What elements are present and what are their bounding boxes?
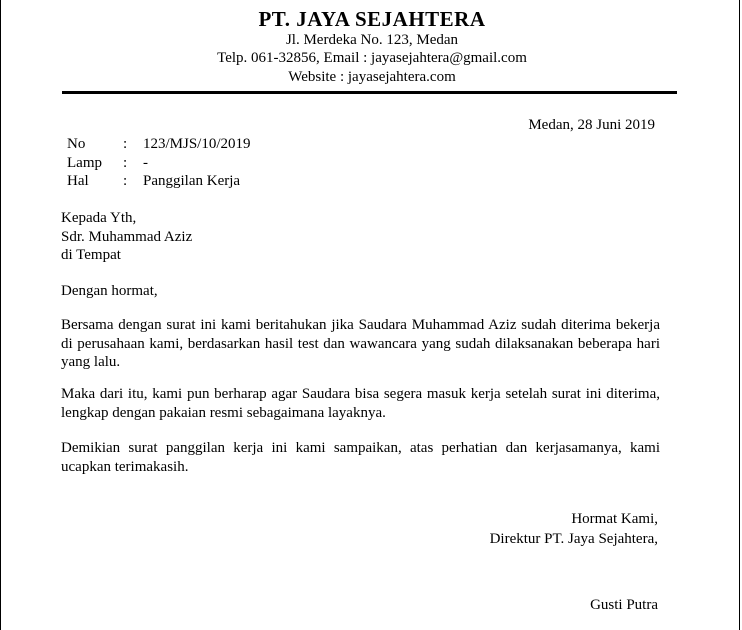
meta-value: -: [143, 154, 148, 171]
meta-value: Panggilan Kerja: [143, 173, 241, 189]
salutation: Dengan hormat,: [61, 283, 158, 299]
meta-key: No: [67, 136, 86, 152]
company-name: PT. JAYA SEJAHTERA: [258, 7, 486, 31]
addressee-line: Kepada Yth,: [61, 210, 137, 226]
letter-meta: [67, 135, 251, 191]
meta-key: Hal: [67, 173, 89, 189]
addressee-line: Sdr. Muhammad Aziz: [61, 228, 193, 245]
meta-separator: :: [123, 136, 128, 152]
company-address: Jl. Merdeka No. 123, Medan: [285, 32, 459, 48]
addressee-line: di Tempat: [61, 247, 121, 263]
meta-row-number: [67, 135, 251, 154]
meta-value: 123/MJS/10/2019: [143, 136, 251, 152]
body-paragraph: Bersama dengan surat ini kami beritahukan jika Saudara Muhammad Aziz sudah diterima bekerja di perusahaan kami, berdasarkan hasil test dan wawancara yang sudah dilaksanakan beberapa hari yang lalu.: [61, 317, 660, 370]
meta-row-attachment: [67, 154, 251, 173]
letter-date: Medan, 28 Juni 2019: [528, 117, 655, 133]
letterhead-divider: [62, 91, 677, 94]
company-contact: Telp. 061-32856, Email : jayasejahtera@gmail.com: [217, 50, 527, 66]
closing-block: [490, 509, 658, 549]
meta-key: Lamp: [67, 154, 102, 171]
addressee: [61, 209, 192, 265]
company-website: Website : jayasejahtera.com: [288, 69, 456, 85]
body-paragraph: Demikian surat panggilan kerja ini kami sampaikan, atas perhatian dan kerjasamanya, kami ucapkan terimakasih.: [61, 440, 660, 475]
meta-row-subject: [67, 172, 251, 191]
closing-greeting: Hormat Kami,: [571, 511, 658, 527]
body-paragraph: Maka dari itu, kami pun berharap agar Saudara bisa segera masuk kerja setelah surat ini diterima, lengkap dengan pakaian resmi sebagaimana layaknya.: [61, 386, 660, 421]
signer-name: Gusti Putra: [590, 597, 658, 613]
meta-separator: :: [123, 173, 128, 189]
signer-title: Direktur PT. Jaya Sejahtera,: [489, 531, 658, 547]
meta-separator: :: [123, 154, 128, 171]
